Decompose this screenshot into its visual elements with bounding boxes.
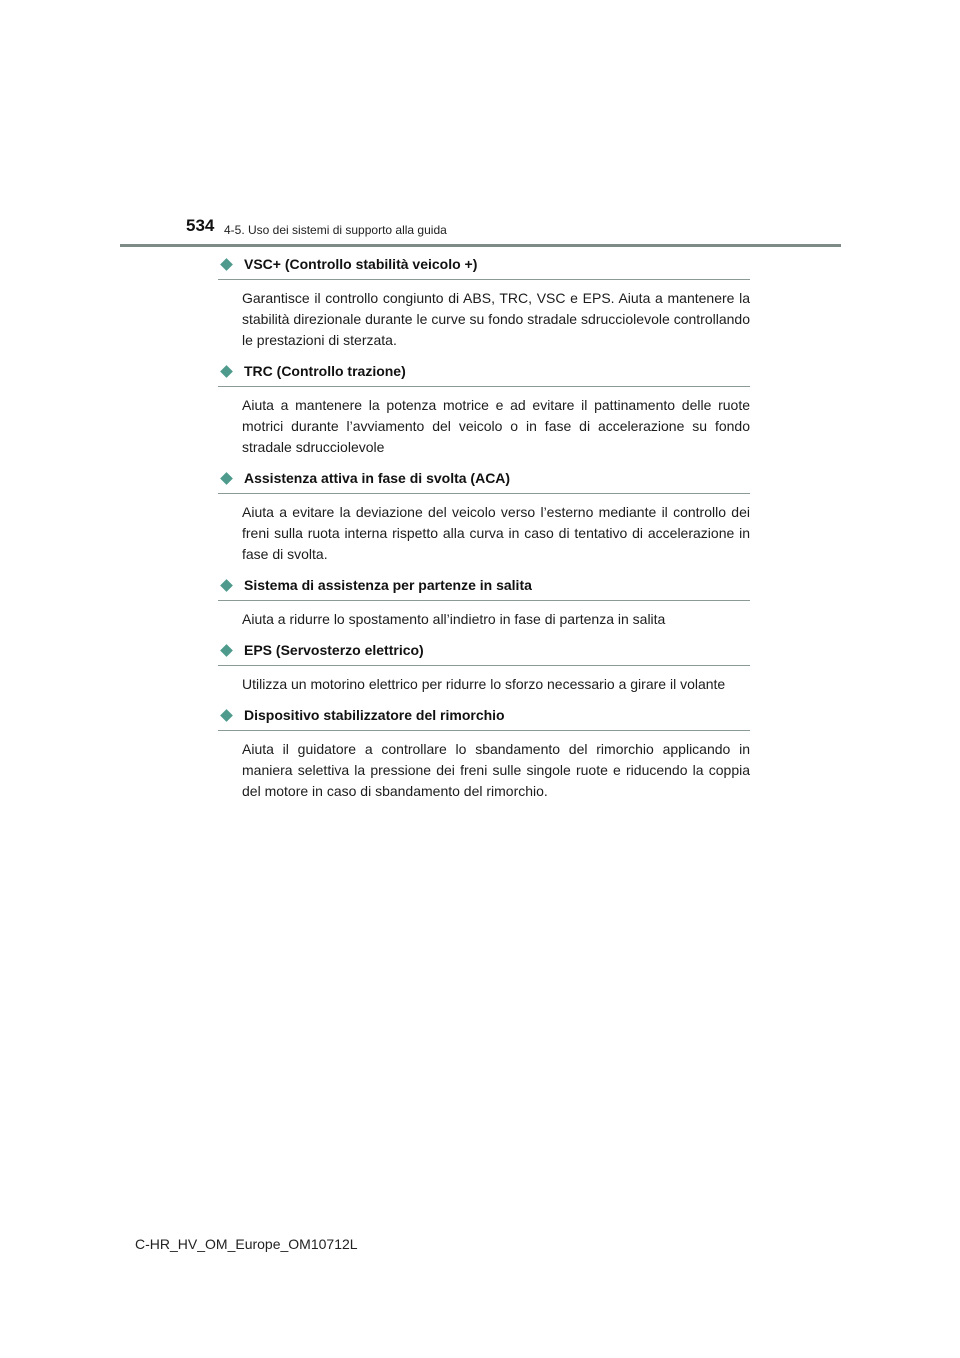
feature-item bbox=[218, 468, 750, 565]
diamond-bullet-icon bbox=[220, 472, 233, 485]
feature-heading bbox=[218, 575, 750, 601]
diamond-bullet-icon bbox=[220, 709, 233, 722]
feature-heading bbox=[218, 468, 750, 494]
feature-description: Garantisce il controllo congiunto di ABS, TRC, VSC e EPS. Aiuta a mantenere la stabilità direzionale durante le curve su fondo stradale sdrucciolevole controllando le prestazioni di sterzata. bbox=[242, 290, 750, 348]
feature-title: TRC (Controllo trazione) bbox=[244, 363, 406, 379]
feature-description: Aiuta a ridurre lo spostamento all’indietro in fase di partenza in salita bbox=[242, 611, 666, 627]
feature-title: EPS (Servosterzo elettrico) bbox=[244, 642, 424, 658]
feature-item bbox=[218, 575, 750, 630]
section-title: 4-5. Uso dei sistemi di supporto alla guida bbox=[224, 223, 447, 237]
feature-description: Aiuta il guidatore a controllare lo sbandamento del rimorchio applicando in maniera selettiva la pressione dei freni sulle singole ruote e riducendo la coppia del motore in caso di sbandamento del rimorchio. bbox=[242, 741, 750, 799]
feature-item bbox=[218, 361, 750, 458]
feature-title: Assistenza attiva in fase di svolta (ACA) bbox=[244, 470, 511, 486]
feature-title: Sistema di assistenza per partenze in salita bbox=[244, 577, 532, 593]
feature-item bbox=[218, 705, 750, 802]
feature-heading bbox=[218, 254, 750, 280]
diamond-bullet-icon bbox=[220, 579, 233, 592]
feature-description: Utilizza un motorino elettrico per ridurre lo sforzo necessario a girare il volante bbox=[242, 676, 726, 692]
feature-description: Aiuta a mantenere la potenza motrice e ad evitare il pattinamento delle ruote motrici durante l’avviamento del veicolo o in fase di accelerazione su fondo stradale sdrucciolevole bbox=[242, 397, 750, 455]
feature-title: VSC+ (Controllo stabilità veicolo +) bbox=[244, 256, 478, 272]
feature-heading bbox=[218, 640, 750, 666]
feature-heading bbox=[218, 705, 750, 731]
page-number: 534 bbox=[186, 216, 215, 235]
document-code: C-HR_HV_OM_Europe_OM10712L bbox=[135, 1236, 358, 1252]
feature-item bbox=[218, 640, 750, 695]
diamond-bullet-icon bbox=[220, 258, 233, 271]
feature-title: Dispositivo stabilizzatore del rimorchio bbox=[244, 707, 505, 723]
header-divider bbox=[120, 244, 841, 247]
content-body bbox=[218, 254, 750, 812]
diamond-bullet-icon bbox=[220, 644, 233, 657]
feature-item bbox=[218, 254, 750, 351]
feature-description: Aiuta a evitare la deviazione del veicolo verso l’esterno mediante il controllo dei freni sulla ruota interna rispetto alla curva in caso di tentativo di accelerazione in fase di svolta. bbox=[242, 504, 750, 562]
feature-heading bbox=[218, 361, 750, 387]
diamond-bullet-icon bbox=[220, 365, 233, 378]
